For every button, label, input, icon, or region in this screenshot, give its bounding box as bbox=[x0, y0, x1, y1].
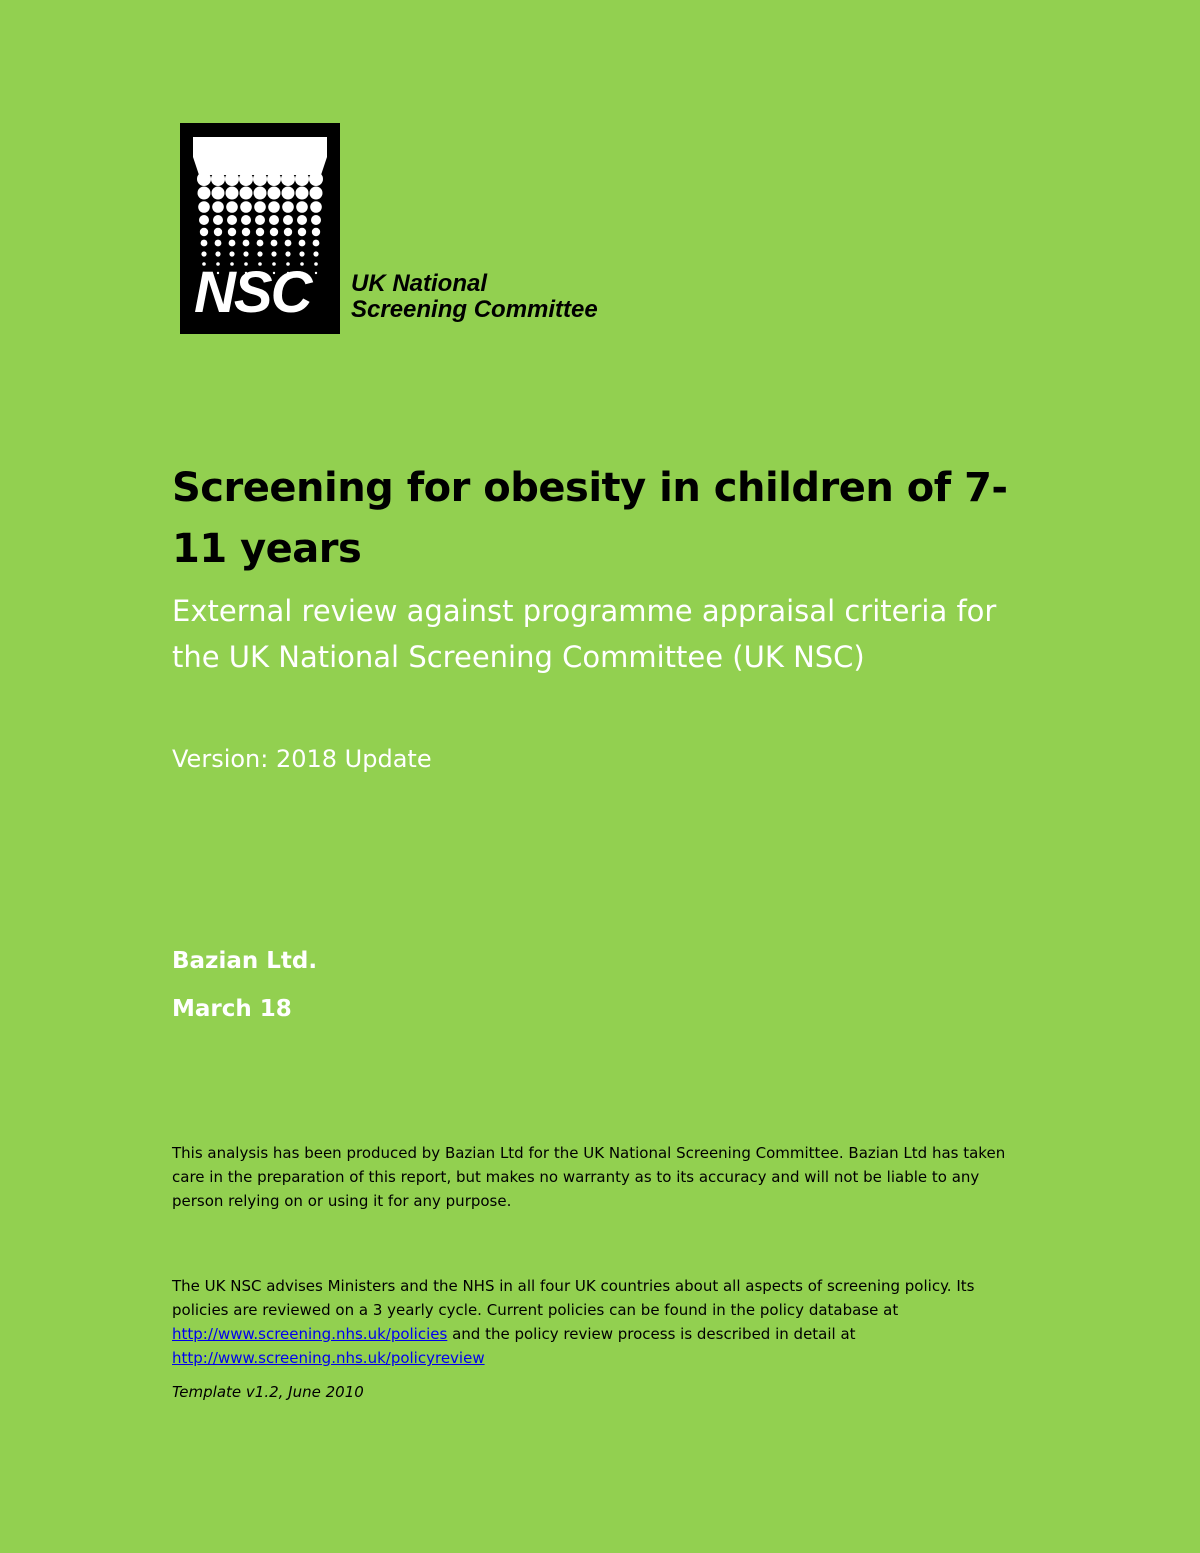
logo-dot bbox=[285, 251, 290, 256]
logo-dot bbox=[241, 215, 251, 225]
logo-dot bbox=[296, 201, 308, 213]
logo-dot bbox=[198, 187, 211, 200]
logo-dot bbox=[214, 228, 222, 236]
logo-dot bbox=[310, 201, 322, 213]
page-title: Screening for obesity in children of 7-11 years bbox=[172, 465, 1008, 572]
logo-dot bbox=[201, 251, 206, 256]
logo-dot bbox=[240, 187, 253, 200]
logo-dot bbox=[198, 201, 210, 213]
logo-dot bbox=[310, 187, 323, 200]
logo-dot bbox=[281, 172, 295, 186]
logo-dot bbox=[268, 187, 281, 200]
logo-dot bbox=[282, 187, 295, 200]
logo-dot bbox=[313, 240, 320, 247]
logo-dot bbox=[257, 240, 264, 247]
logo-dot bbox=[284, 228, 292, 236]
logo-dot bbox=[271, 251, 276, 256]
logo-dot bbox=[211, 172, 225, 186]
template-note: Template v1.2, June 2010 bbox=[172, 1383, 364, 1401]
logo-dot bbox=[268, 201, 280, 213]
logo-dot bbox=[285, 240, 292, 247]
logo-dot bbox=[256, 228, 264, 236]
logo-dot bbox=[270, 228, 278, 236]
logo-dot bbox=[226, 187, 239, 200]
logo-dot bbox=[200, 228, 208, 236]
org-name bbox=[351, 271, 598, 323]
page-subtitle: External review against programme appraisal criteria for the UK National Screening Committee (UK NSC) bbox=[172, 594, 997, 674]
logo-dot bbox=[227, 215, 237, 225]
logo-dot bbox=[243, 240, 250, 247]
policy-review-link[interactable]: http://www.screening.nhs.uk/policyreview bbox=[172, 1349, 485, 1367]
logo-dot bbox=[257, 251, 262, 256]
logo-dot bbox=[239, 172, 253, 186]
org-name-line1: UK National bbox=[351, 270, 488, 297]
logo-dot bbox=[299, 240, 306, 247]
logo-dot bbox=[242, 228, 250, 236]
logo-dot bbox=[312, 228, 320, 236]
logo-dot bbox=[229, 240, 236, 247]
author: Bazian Ltd. bbox=[172, 948, 318, 974]
logo-dot bbox=[212, 187, 225, 200]
logo-dot bbox=[229, 251, 234, 256]
logo-dot bbox=[199, 215, 209, 225]
logo-dot bbox=[254, 201, 266, 213]
logo-mark: NSC bbox=[194, 260, 311, 325]
logo-dot bbox=[282, 201, 294, 213]
logo-dot bbox=[267, 172, 281, 186]
logo-dot bbox=[255, 215, 265, 225]
logo-dot bbox=[313, 251, 318, 256]
policies-link[interactable]: http://www.screening.nhs.uk/policies bbox=[172, 1325, 448, 1343]
logo-dot bbox=[298, 228, 306, 236]
logo-dot bbox=[297, 215, 307, 225]
logo-dot bbox=[240, 201, 252, 213]
logo-dot bbox=[212, 201, 224, 213]
logo-dot bbox=[314, 262, 318, 266]
logo-dot bbox=[254, 187, 267, 200]
logo-dot bbox=[201, 240, 208, 247]
logo-dot bbox=[296, 187, 309, 200]
logo-dot bbox=[283, 215, 293, 225]
logo-dot bbox=[309, 172, 323, 186]
org-name-line2: Screening Committee bbox=[351, 296, 598, 323]
logo-dot bbox=[269, 215, 279, 225]
version-label: Version: 2018 Update bbox=[172, 745, 432, 773]
advice-paragraph bbox=[172, 1274, 1032, 1370]
logo-dot bbox=[197, 172, 211, 186]
logo-dot bbox=[295, 172, 309, 186]
logo-dot bbox=[271, 240, 278, 247]
logo-dot bbox=[215, 240, 222, 247]
logo-dot bbox=[213, 215, 223, 225]
logo-dot bbox=[253, 172, 267, 186]
logo-dot bbox=[226, 201, 238, 213]
disclaimer-paragraph: This analysis has been produced by Bazian Ltd for the UK National Screening Committee. Bazian Ltd has taken care in the preparation of this report, but makes no warranty as to its accuracy and will not be liable to any person relying on or using it for any purpose. bbox=[172, 1144, 1006, 1210]
logo-dot bbox=[299, 251, 304, 256]
logo-dot bbox=[315, 272, 317, 274]
advice-text-2: and the policy review process is described in detail at bbox=[447, 1325, 856, 1343]
logo-dot bbox=[225, 172, 239, 186]
nsc-logo bbox=[180, 123, 340, 334]
advice-text-1: The UK NSC advises Ministers and the NHS in all four UK countries about all aspects of screening policy. Its policies are reviewed on a 3 yearly cycle. Current policies can be found in the policy database at bbox=[172, 1277, 975, 1319]
logo-dot bbox=[215, 251, 220, 256]
logo-dot bbox=[243, 251, 248, 256]
logo-dot bbox=[311, 215, 321, 225]
logo-dot bbox=[228, 228, 236, 236]
publication-date: March 18 bbox=[172, 996, 292, 1022]
